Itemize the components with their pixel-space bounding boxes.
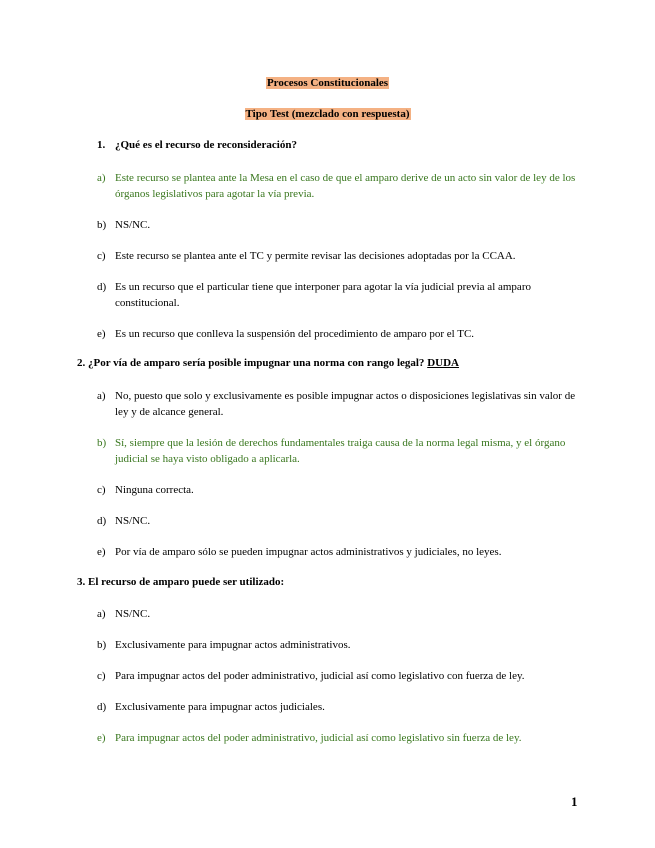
option-1c	[97, 249, 583, 265]
option-text: Para impugnar actos del poder administrativo, judicial así como legislativo sin fuerza de ley.	[115, 732, 522, 744]
option-1d	[97, 280, 583, 311]
option-text: Este recurso se plantea ante la Mesa en el caso de que el amparo derive de un acto sin valor de ley de los órganos legislativos para agotar la vía previa.	[115, 172, 576, 200]
document-title	[0, 77, 655, 89]
option-letter: e)	[97, 732, 106, 744]
option-letter: c)	[97, 250, 106, 262]
option-2d	[97, 514, 583, 530]
option-letter: a)	[97, 172, 106, 184]
question-number: 2.	[77, 357, 86, 369]
question-tag: DUDA	[427, 357, 459, 369]
option-1e	[97, 327, 583, 343]
option-text: Exclusivamente para impugnar actos judiciales.	[115, 701, 325, 713]
option-text: No, puesto que solo y exclusivamente es posible impugnar actos o disposiciones legislativas sin valor de ley y de alcance general.	[115, 390, 576, 418]
option-letter: c)	[97, 484, 106, 496]
option-2a	[97, 389, 583, 420]
option-letter: e)	[97, 546, 106, 558]
question-number: 1.	[97, 139, 106, 151]
option-letter: c)	[97, 670, 106, 682]
option-letter: d)	[97, 281, 107, 293]
option-letter: e)	[97, 328, 106, 340]
question-text: ¿Por vía de amparo sería posible impugnar una norma con rango legal?	[88, 357, 425, 369]
option-text: Para impugnar actos del poder administrativo, judicial así como legislativo con fuerza de ley.	[115, 670, 525, 682]
option-letter: b)	[97, 219, 107, 231]
document-subtitle-text: Tipo Test (mezclado con respuesta)	[245, 108, 410, 120]
option-letter: d)	[97, 701, 107, 713]
option-text: NS/NC.	[115, 219, 151, 231]
option-1b	[97, 218, 583, 234]
option-text: Sí, siempre que la lesión de derechos fundamentales traiga causa de la norma legal misma, y el órgano judicial se haya visto obligado a aplicarla.	[115, 437, 566, 465]
option-3e	[97, 731, 583, 747]
option-letter: b)	[97, 437, 107, 449]
option-letter: a)	[97, 390, 106, 402]
option-2c	[97, 483, 583, 499]
option-text: Ninguna correcta.	[115, 484, 194, 496]
option-letter: b)	[97, 639, 107, 651]
question-2-heading	[77, 357, 597, 369]
option-2b	[97, 436, 583, 467]
document-subtitle	[0, 108, 655, 120]
option-text: NS/NC.	[115, 608, 151, 620]
option-text: Este recurso se plantea ante el TC y permite revisar las decisiones adoptadas por la CCAA.	[115, 250, 516, 262]
option-3d	[97, 700, 583, 716]
question-number: 3.	[77, 576, 86, 588]
question-text: ¿Qué es el recurso de reconsideración?	[115, 139, 297, 151]
option-1a	[97, 171, 583, 202]
question-text: El recurso de amparo puede ser utilizado:	[88, 576, 285, 588]
option-3a	[97, 607, 583, 623]
option-2e	[97, 545, 583, 561]
option-text: NS/NC.	[115, 515, 151, 527]
question-1-heading	[97, 139, 617, 151]
option-text: Por vía de amparo sólo se pueden impugnar actos administrativos y judiciales, no leyes.	[115, 546, 502, 558]
option-text: Es un recurso que el particular tiene que interponer para agotar la vía judicial previa al amparo constitucional.	[115, 281, 531, 309]
option-text: Exclusivamente para impugnar actos administrativos.	[115, 639, 351, 651]
option-text: Es un recurso que conlleva la suspensión del procedimiento de amparo por el TC.	[115, 328, 475, 340]
option-letter: d)	[97, 515, 107, 527]
document-title-text: Procesos Constitucionales	[266, 77, 389, 89]
question-3-heading	[77, 576, 597, 588]
option-letter: a)	[97, 608, 106, 620]
option-3b	[97, 638, 583, 654]
page-number: 1	[571, 794, 578, 809]
option-3c	[97, 669, 583, 685]
